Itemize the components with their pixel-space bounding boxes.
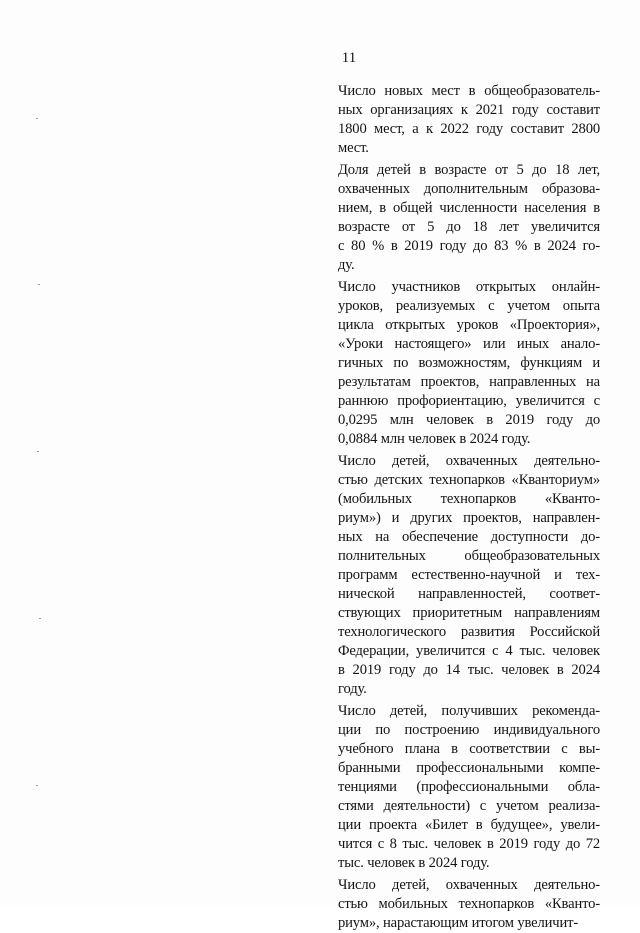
text-line: стью детских технопарков «Кванториум» xyxy=(338,472,600,488)
text-line: уроков, реализуемых с учетом опыта xyxy=(338,298,600,314)
text-line: Число детей, охваченных деятельно- xyxy=(338,877,600,893)
text-line: нием, в общей численности населения в xyxy=(338,200,600,216)
text-line: чится с 8 тыс. человек в 2019 году до 72 xyxy=(338,836,600,852)
text-line: гичных по возможностям, функциям и xyxy=(338,355,600,371)
text-line: году. xyxy=(338,681,367,697)
text-line: «Уроки настоящего» или иных анало- xyxy=(338,336,600,352)
text-line: стями деятельности) с учетом реализа- xyxy=(338,798,600,814)
paragraph xyxy=(338,278,600,449)
scan-speck xyxy=(36,785,38,786)
text-line: Доля детей в возрасте от 5 до 18 лет, xyxy=(338,162,600,178)
paragraph xyxy=(338,452,600,699)
text-line: цикла открытых уроков «Проектория», xyxy=(338,317,600,333)
text-line: бранными профессиональными компе- xyxy=(338,760,600,776)
page-number: 11 xyxy=(341,50,357,66)
text-line: мест. xyxy=(338,140,369,156)
text-line: с 80 % в 2019 году до 83 % в 2024 го- xyxy=(338,238,600,254)
text-line: ствующих приоритетным направлениям xyxy=(338,605,600,621)
text-line: Федерации, увеличится с 4 тыс. человек xyxy=(338,643,600,659)
paragraph xyxy=(338,161,600,275)
text-line: 1800 мест, а к 2022 году составит 2800 xyxy=(338,121,600,137)
scan-speck xyxy=(38,284,40,285)
text-line: учебного плана в соответствии с вы- xyxy=(338,741,600,757)
text-line: ции проекта «Билет в будущее», увели- xyxy=(338,817,600,833)
text-line: тыс. человек в 2024 году. xyxy=(338,855,490,871)
text-line: стью мобильных технопарков «Кванто- xyxy=(338,896,600,912)
text-line: технологического развития Российской xyxy=(338,624,600,640)
text-line: ду. xyxy=(338,257,355,273)
text-line: Число детей, получивших рекоменда- xyxy=(338,703,600,719)
scan-speck xyxy=(39,618,41,619)
text-line: тенциями (профессиональными обла- xyxy=(338,779,600,795)
text-line: ных организациях к 2021 году составит xyxy=(338,102,600,118)
text-line: в 2019 году до 14 тыс. человек в 2024 xyxy=(338,662,600,678)
text-line: риум») и других проектов, направлен- xyxy=(338,510,600,526)
text-line: возрасте от 5 до 18 лет увеличится xyxy=(338,219,600,235)
paragraph xyxy=(338,82,600,158)
scan-speck xyxy=(36,118,38,119)
scan-speck xyxy=(37,451,39,452)
text-line: программ естественно-научной и тех- xyxy=(338,567,600,583)
body-text xyxy=(338,82,600,933)
text-line: раннюю профориентацию, увеличится с xyxy=(338,393,600,409)
text-line: нической направленностей, соответ- xyxy=(338,586,600,602)
text-line: охваченных дополнительным образова- xyxy=(338,181,600,197)
text-line: риум», нарастающим итогом увеличит- xyxy=(338,915,579,931)
text-line: полнительных общеобразовательных xyxy=(338,548,600,564)
text-line: Число новых мест в общеобразователь- xyxy=(338,83,600,99)
text-line: ции по построению индивидуального xyxy=(338,722,600,738)
paragraph xyxy=(338,702,600,873)
text-line: Число детей, охваченных деятельно- xyxy=(338,453,600,469)
text-line: 0,0884 млн человек в 2024 году. xyxy=(338,431,531,447)
text-line: результатам проектов, направленных на xyxy=(338,374,600,390)
text-line: 0,0295 млн человек в 2019 году до xyxy=(338,412,600,428)
text-line: (мобильных технопарков «Кванто- xyxy=(338,491,600,507)
text-line: ных на обеспечение доступности до- xyxy=(338,529,600,545)
text-line: Число участников открытых онлайн- xyxy=(338,279,600,295)
